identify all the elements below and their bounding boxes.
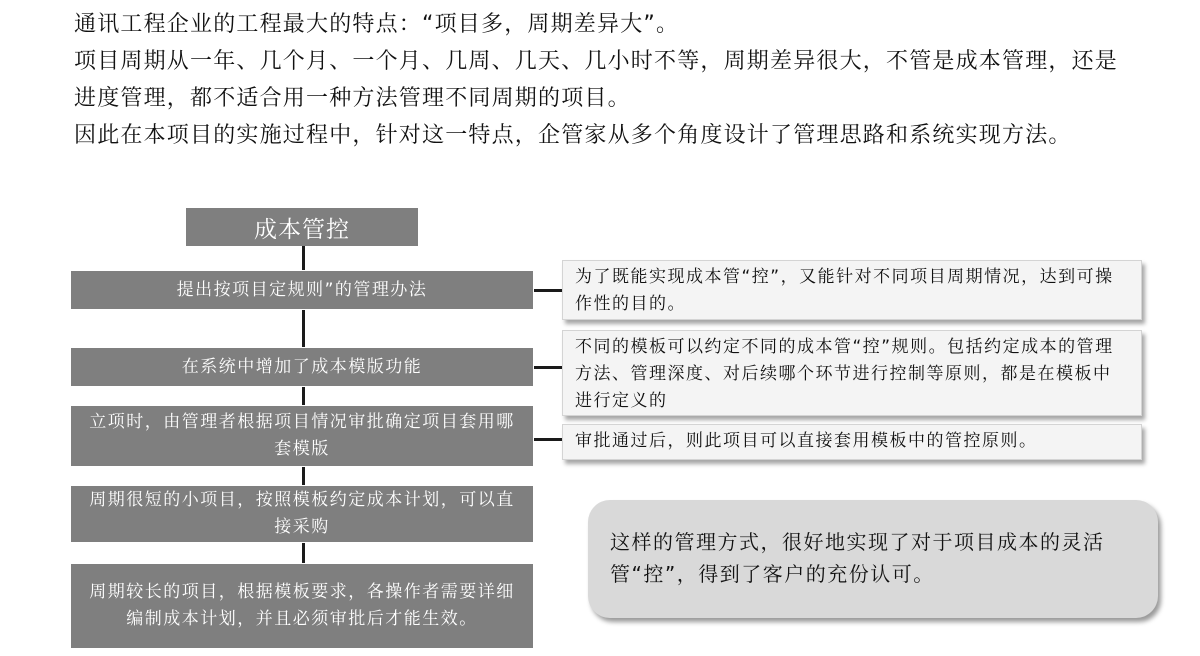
diagram-title: 成本管控	[186, 208, 418, 246]
note-2: 不同的模板可以约定不同的成本管“控”规则。包括约定成本的管理方法、管理深度、对后续哪个环节进行控制等原则，都是在模板中进行定义的	[562, 330, 1142, 416]
step-1-box: 提出按项目定规则”的管理办法	[70, 270, 534, 310]
step-5-box: 周期较长的项目，根据模板要求，各操作者需要详细编制成本计划，并且必须审批后才能生效。	[70, 563, 534, 649]
intro-line-3: 因此在本项目的实施过程中，针对这一特点，企管家从多个角度设计了管理思路和系统实现方法。	[74, 123, 1072, 148]
step-3-box: 立项时，由管理者根据项目情况审批确定项目套用哪套模版	[70, 405, 534, 467]
connector-step2-note2	[534, 366, 562, 369]
connector-step3-note3	[534, 438, 562, 441]
note-1: 为了既能实现成本管“控”，又能针对不同项目周期情况，达到可操作性的目的。	[562, 260, 1142, 320]
step-2-box: 在系统中增加了成本模版功能	[70, 347, 534, 387]
note-3: 审批通过后，则此项目可以直接套用模板中的管控原则。	[562, 424, 1142, 460]
summary-callout: 这样的管理方式，很好地实现了对于项目成本的灵活管“控”，得到了客户的充份认可。	[588, 500, 1158, 618]
intro-line-2: 项目周期从一年、几个月、一个月、几周、几天、几小时不等，周期差异很大，不管是成本管理，还是进度管理，都不适合用一种方法管理不同周期的项目。	[74, 49, 1119, 111]
connector-step1-note1	[534, 289, 562, 292]
step-4-box: 周期很短的小项目，按照模板约定成本计划，可以直接采购	[70, 485, 534, 543]
intro-line-1: 通讯工程企业的工程最大的特点：“项目多，周期差异大”。	[74, 12, 680, 37]
intro-text	[74, 6, 1134, 154]
